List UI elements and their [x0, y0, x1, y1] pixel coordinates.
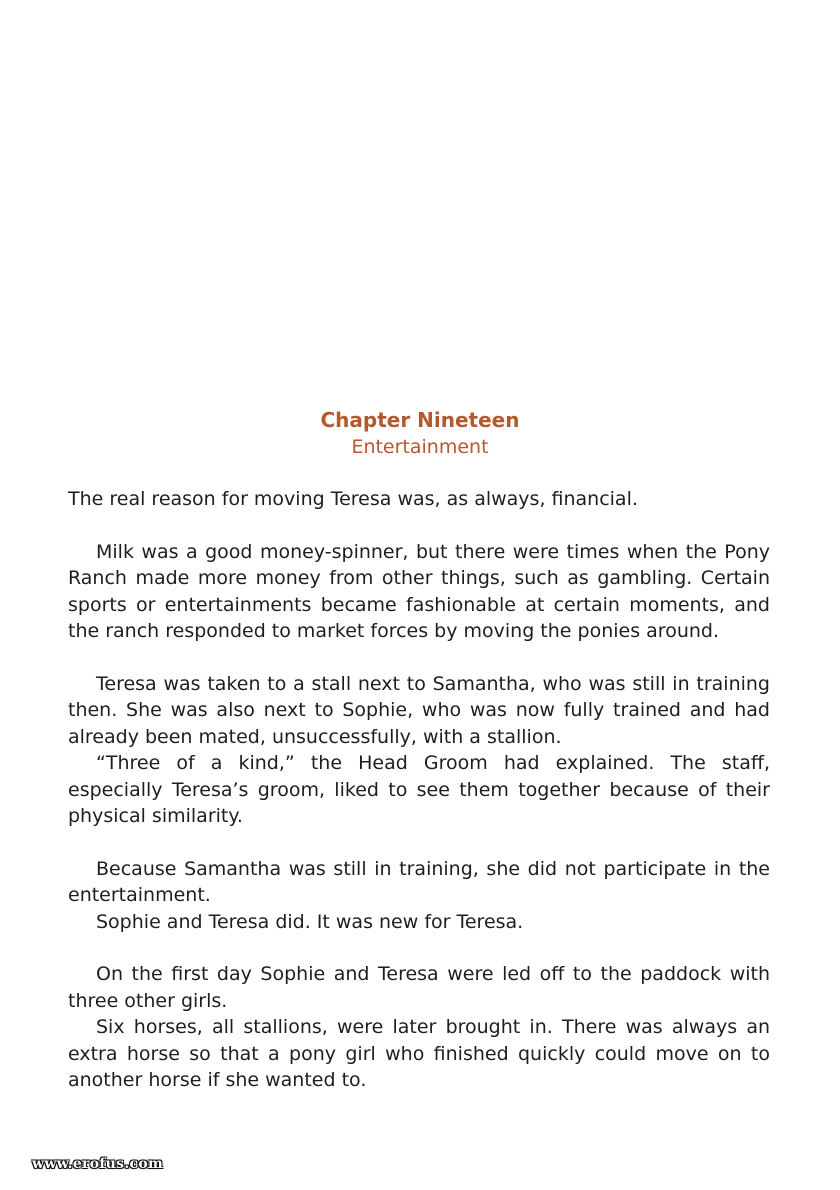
body-text [68, 486, 770, 1094]
paragraph: Teresa was taken to a stall next to Samantha, who was still in training then. She was also next to Sophie, who was now fully trained and had already been mated, unsuccessfully, with a stallion. [68, 672, 770, 748]
chapter-subtitle: Entertainment [351, 436, 489, 458]
paragraph: On the first day Sophie and Teresa were led off to the paddock with three other girls. [68, 963, 770, 1012]
paragraph: Sophie and Teresa did. It was new for Teresa. [96, 910, 524, 933]
paragraph: Because Samantha was still in training, she did not participate in the entertainment. [68, 857, 770, 906]
paragraph: “Three of a kind,” the Head Groom had explained. The staff, especially Teresa’s groom, liked to see them together because of their physical similarity. [68, 752, 770, 827]
chapter-title: Chapter Nineteen [320, 408, 520, 432]
paragraph: The real reason for moving Teresa was, as always, financial. [68, 488, 638, 510]
paragraph: Milk was a good money-spinner, but there were times when the Pony Ranch made more money from other things, such as gambling. Certain sports or entertainments became fashionable at certain moments, and the ranch responded to market forces by moving the ponies around. [68, 540, 770, 642]
watermark: www.erofus.com [32, 1156, 164, 1172]
paragraph: Six horses, all stallions, were later brought in. There was always an extra horse so that a pony girl who finished quickly could move on to another horse if she wanted to. [68, 1016, 770, 1091]
chapter-heading [0, 406, 840, 460]
